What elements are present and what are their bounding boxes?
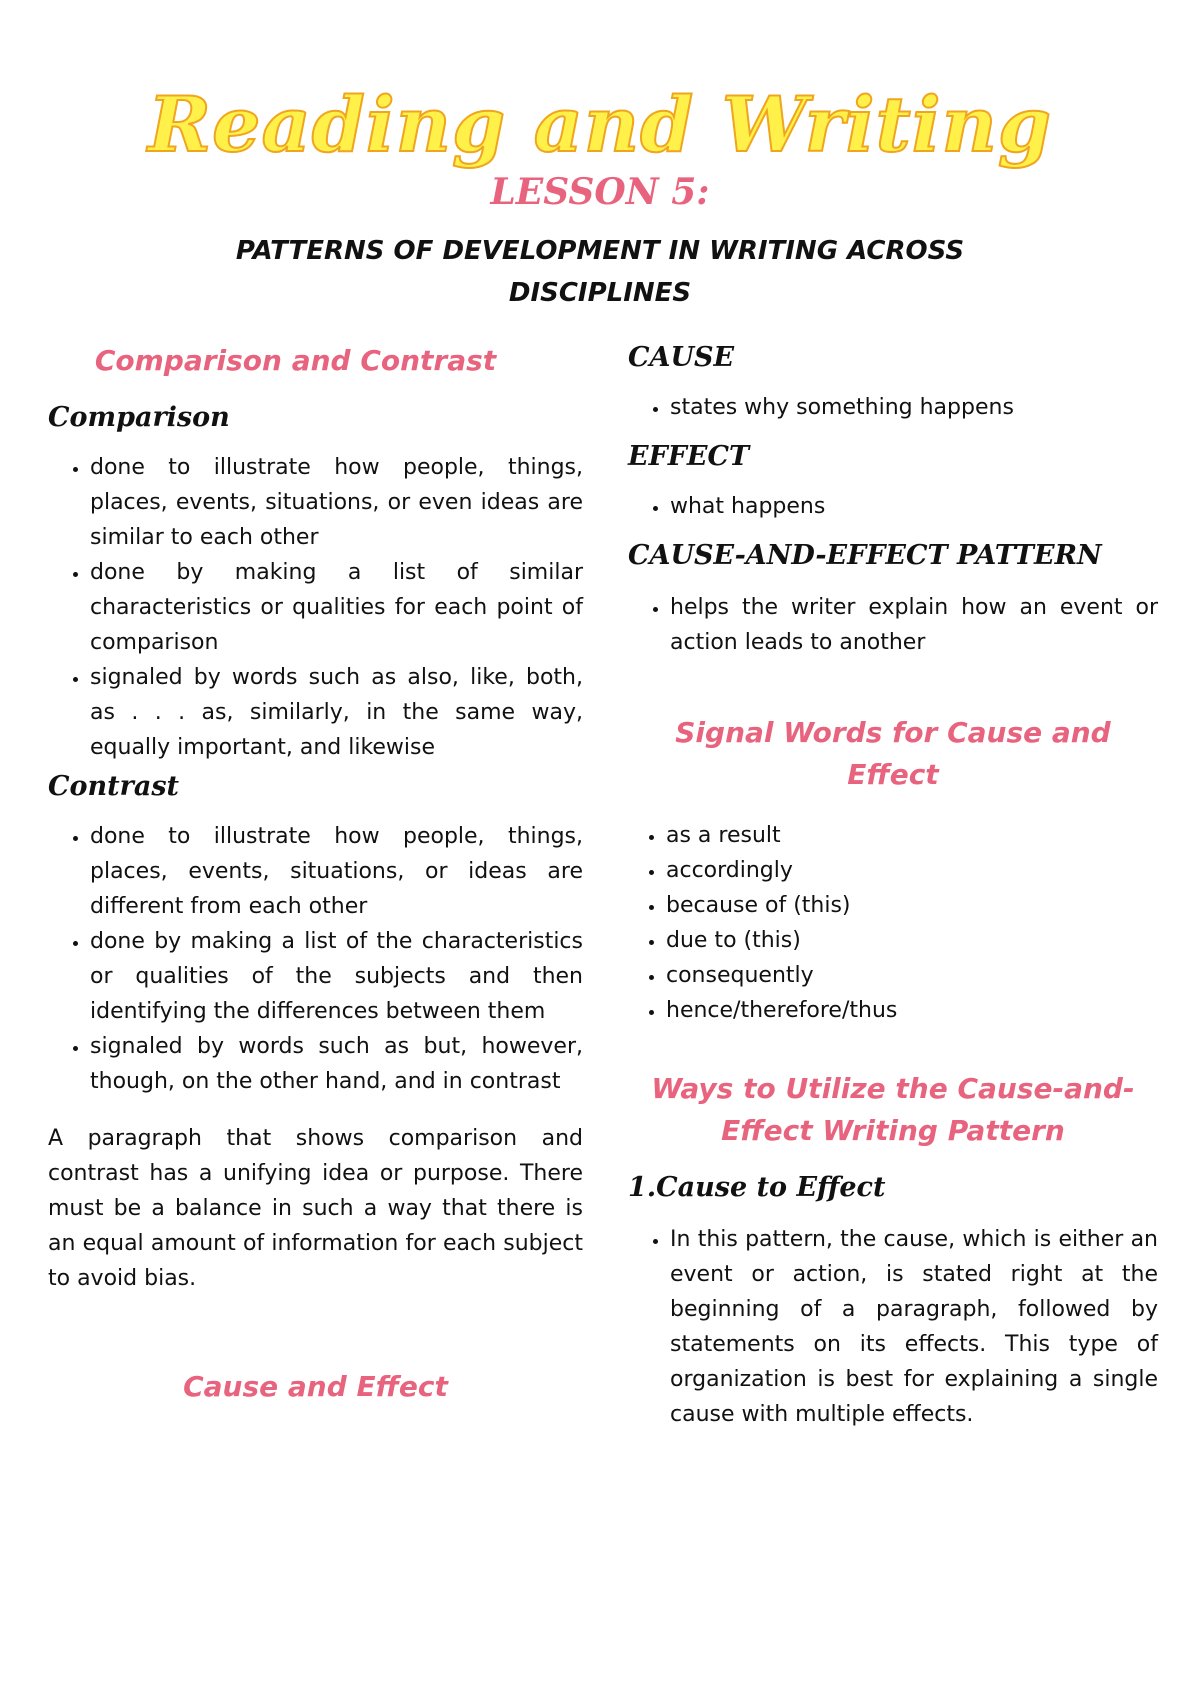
- list-item: • as a result: [666, 818, 1158, 853]
- list-item: • done by making a list of similar characteristics or qualities for each point of comparison: [90, 555, 583, 660]
- section-heading-ways: Ways to Utilize the Cause-and-Effect Writing Pattern: [651, 1072, 1135, 1147]
- cause-list: [628, 390, 1158, 425]
- pattern-list: [628, 590, 1158, 660]
- list-item: • helps the writer explain how an event or action leads to another: [670, 590, 1158, 660]
- list-item: • In this pattern, the cause, which is either an event or action, is stated right at the beginning of a paragraph, followed by statements on its effects. This type of organization is best for explaining a single cause with multiple effects.: [670, 1222, 1158, 1432]
- heading-effect: EFFECT: [628, 441, 750, 472]
- contrast-list: [48, 819, 583, 1099]
- document-title: Reading and Writing: [148, 80, 1052, 169]
- heading-cause-effect-pattern: CAUSE-AND-EFFECT PATTERN: [628, 540, 1102, 571]
- list-item: • signaled by words such as but, however, though, on the other hand, and in contrast: [90, 1029, 583, 1099]
- list-item: • signaled by words such as also, like, both, as . . . as, similarly, in the same way, equally important, and likewise: [90, 660, 583, 765]
- comparison-list: [48, 450, 583, 765]
- lesson-subtitle: PATTERNS OF DEVELOPMENT IN WRITING ACROSS DISCIPLINES: [235, 236, 965, 308]
- effect-list: [628, 489, 1158, 524]
- list-item: • done to illustrate how people, things, places, events, situations, or even ideas are similar to each other: [90, 450, 583, 555]
- section-heading-cause-effect: Cause and Effect: [183, 1370, 448, 1403]
- list-item: • consequently: [666, 958, 1158, 993]
- section-heading-signal-words: Signal Words for Cause and Effect: [675, 716, 1111, 791]
- heading-cause: CAUSE: [628, 342, 735, 373]
- list-item: • due to (this): [666, 923, 1158, 958]
- list-item: • hence/therefore/thus: [666, 993, 1158, 1028]
- list-item: • done by making a list of the characteristics or qualities of the subjects and then identifying the differences between them: [90, 924, 583, 1029]
- list-item: • accordingly: [666, 853, 1158, 888]
- heading-cause-to-effect: 1.Cause to Effect: [628, 1172, 886, 1203]
- heading-comparison: Comparison: [48, 402, 230, 433]
- left-column: [48, 340, 583, 1408]
- signal-words-list: [628, 818, 1158, 1028]
- right-column: [628, 340, 1158, 1432]
- list-item: • what happens: [670, 489, 1158, 524]
- cause-to-effect-list: [628, 1222, 1158, 1432]
- heading-contrast: Contrast: [48, 771, 179, 802]
- lesson-label: LESSON 5:: [490, 171, 710, 213]
- section-heading-comparison-contrast: Comparison and Contrast: [94, 344, 497, 377]
- comparison-contrast-paragraph: A paragraph that shows comparison and contrast has a unifying idea or purpose. There must be a balance in such a way that there is an equal amount of information for each subject to avoid bias.: [48, 1126, 583, 1291]
- list-item: • states why something happens: [670, 390, 1158, 425]
- list-item: • because of (this): [666, 888, 1158, 923]
- list-item: • done to illustrate how people, things, places, events, situations, or ideas are different from each other: [90, 819, 583, 924]
